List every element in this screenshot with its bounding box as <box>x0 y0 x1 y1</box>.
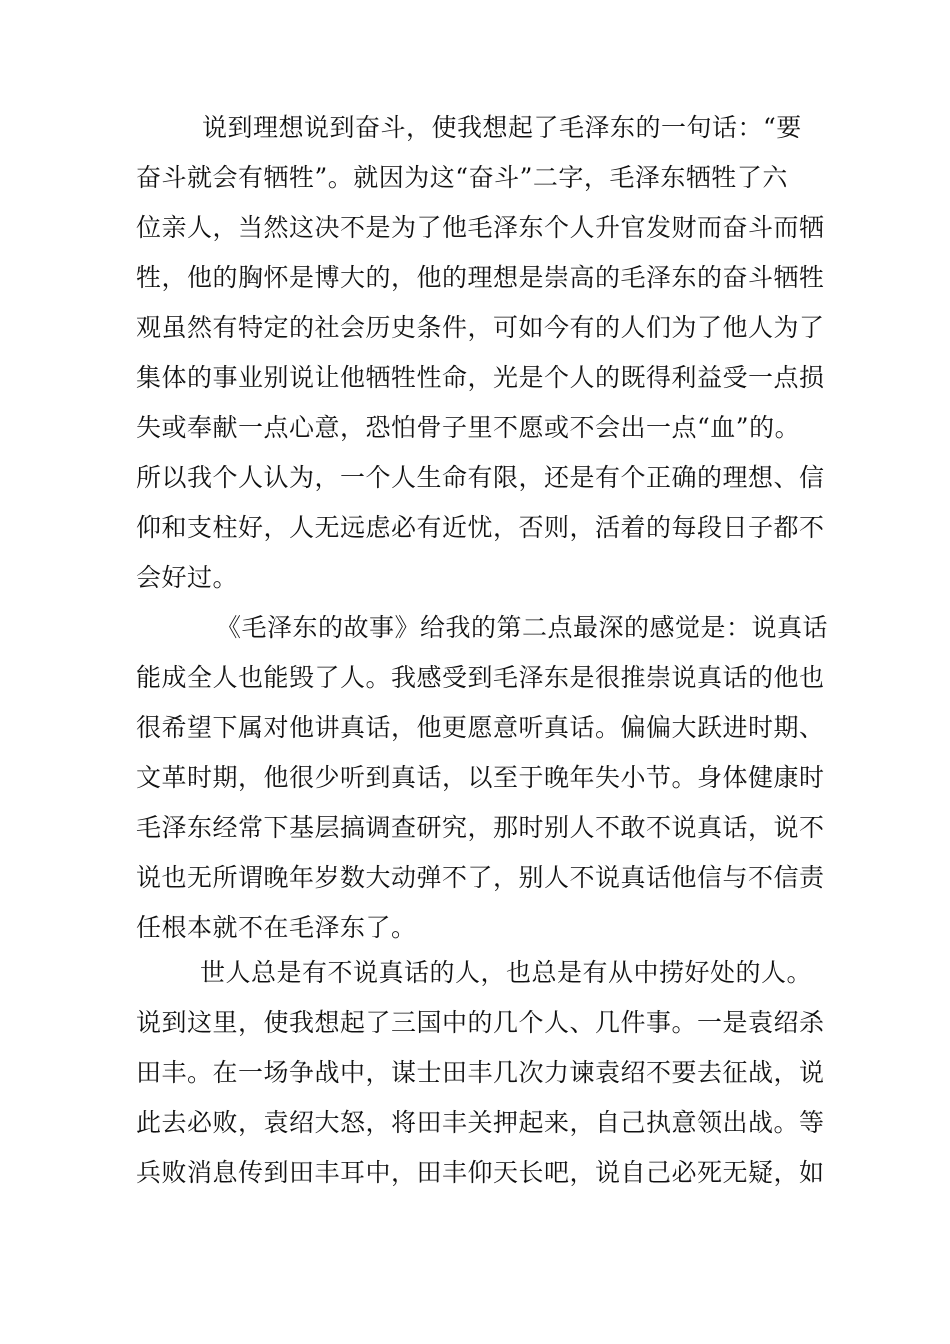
paragraph-line: 《毛泽东的故事》给我的第二点最深的感觉是：说真话 <box>216 613 829 642</box>
paragraph-line: 会好过。 <box>136 563 239 592</box>
paragraph-line: 此去必败，袁绍大怒，将田丰关押起来，自己执意领出战。等 <box>136 1108 825 1137</box>
paragraph-line: 失或奉献一点心意，恐怕骨子里不愿或不会出一点“血”的。 <box>136 413 801 442</box>
paragraph-line: 集体的事业别说让他牺牲性命，光是个人的既得利益受一点损 <box>136 363 825 392</box>
paragraph-line: 位亲人，当然这决不是为了他毛泽东个人升官发财而奋斗而牺 <box>136 213 825 242</box>
paragraph-line: 仰和支柱好，人无远虑必有近忧，否则，活着的每段日子都不 <box>136 513 825 542</box>
paragraph-line: 说到理想说到奋斗，使我想起了毛泽东的一句话：“要 <box>202 113 802 142</box>
paragraph-line: 毛泽东经常下基层搞调查研究，那时别人不敢不说真话，说不 <box>136 813 825 842</box>
paragraph-line: 文革时期，他很少听到真话，以至于晚年失小节。身体健康时 <box>136 763 825 792</box>
paragraph-line: 所以我个人认为，一个人生命有限，还是有个正确的理想、信 <box>136 463 825 492</box>
paragraph-line: 兵败消息传到田丰耳中，田丰仰天长吧，说自己必死无疑，如 <box>136 1158 825 1187</box>
paragraph-2 <box>136 603 836 953</box>
paragraph-line: 观虽然有特定的社会历史条件，可如今有的人们为了他人为了 <box>136 313 825 342</box>
paragraph-line: 说到这里，使我想起了三国中的几个人、几件事。一是袁绍杀 <box>136 1008 825 1037</box>
paragraph-3 <box>136 948 836 1198</box>
paragraph-line: 世人总是有不说真话的人，也总是有从中捞好处的人。 <box>200 958 813 987</box>
paragraph-line: 能成全人也能毁了人。我感受到毛泽东是很推崇说真话的他也 <box>136 663 825 692</box>
paragraph-line: 任根本就不在毛泽东了。 <box>136 913 417 942</box>
paragraph-line: 奋斗就会有牺牲”。就因为这“奋斗”二字，毛泽东牺牲了六 <box>136 163 788 192</box>
paragraph-line: 田丰。在一场争战中，谋士田丰几次力谏袁绍不要去征战，说 <box>136 1058 825 1087</box>
paragraph-line: 很希望下属对他讲真话，他更愿意听真话。偏偏大跃进时期、 <box>136 713 825 742</box>
paragraph-1 <box>136 103 836 603</box>
paragraph-line: 牲，他的胸怀是博大的，他的理想是崇高的毛泽东的奋斗牺牲 <box>136 263 825 292</box>
paragraph-line: 说也无所谓晚年岁数大动弹不了，别人不说真话他信与不信责 <box>136 863 825 892</box>
